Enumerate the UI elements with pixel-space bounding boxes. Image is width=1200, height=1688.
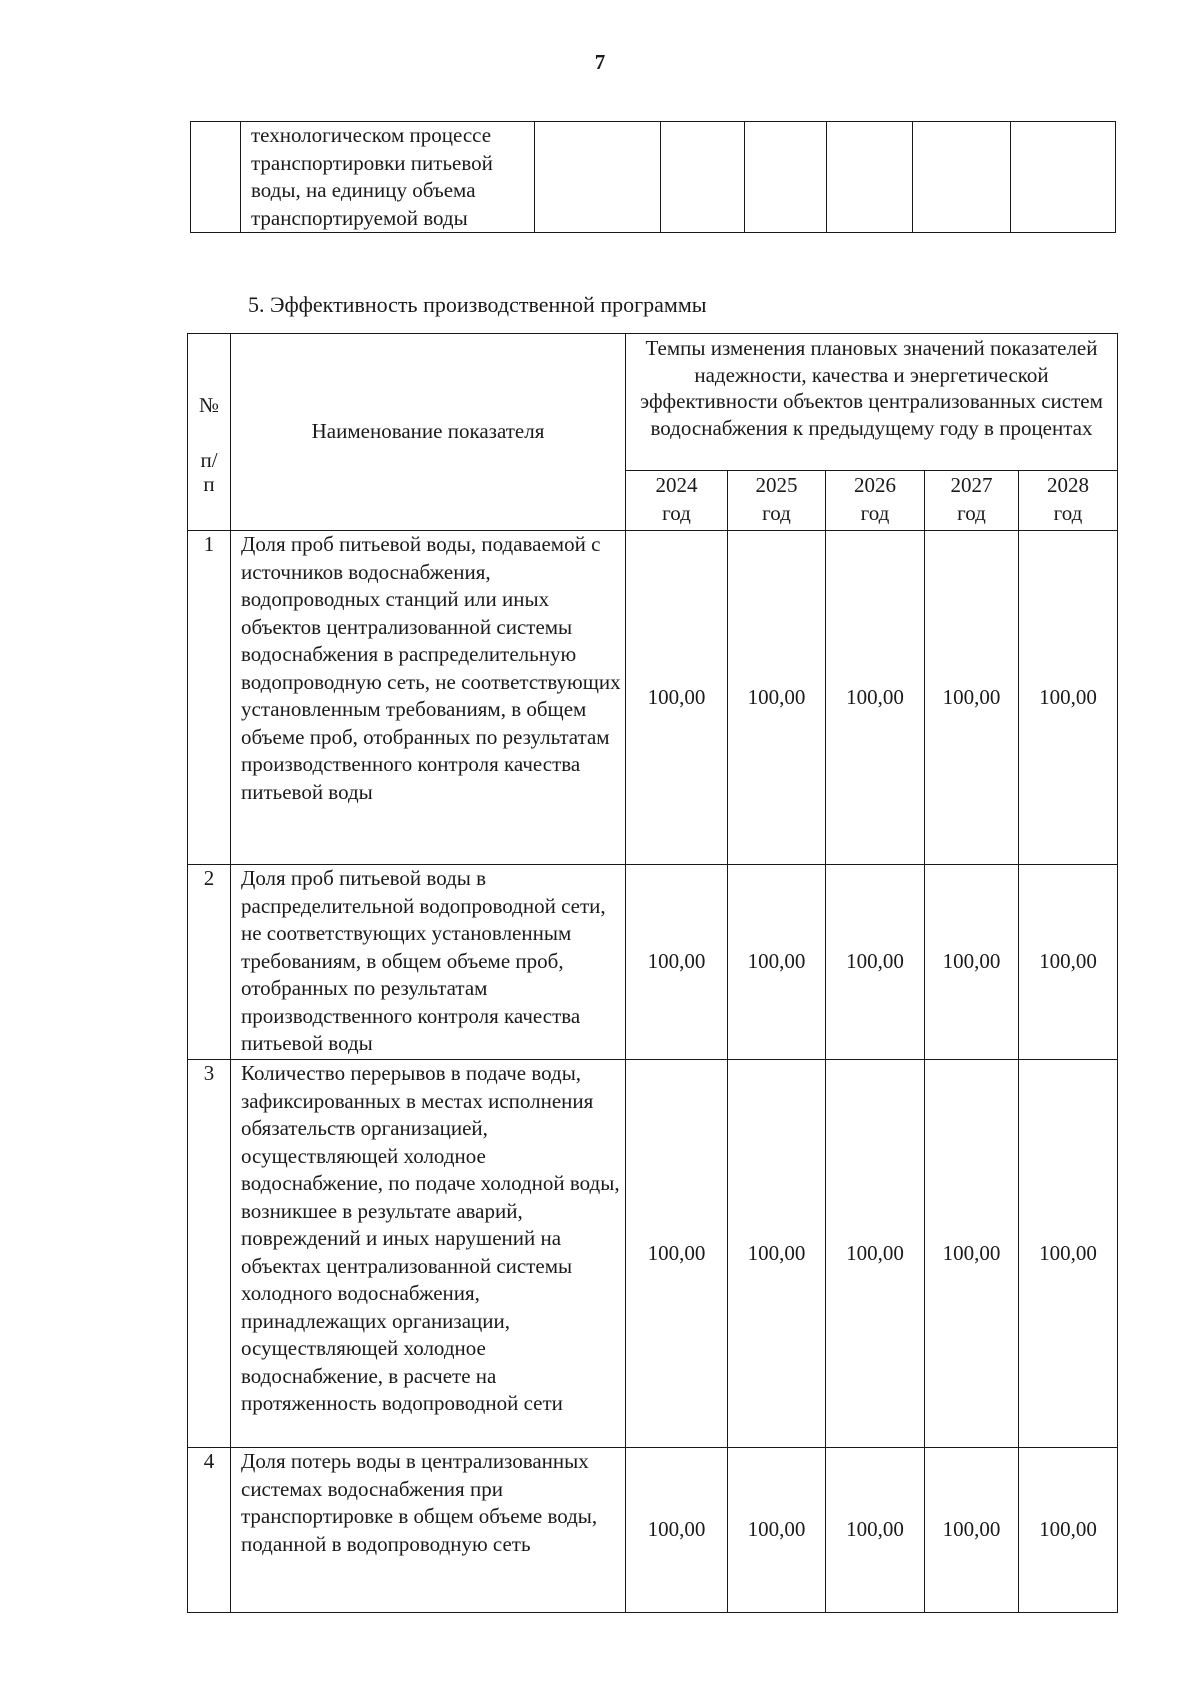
col-num-header — [188, 334, 231, 531]
value-cell: 100,00 — [925, 865, 1019, 1060]
year-label: 2027 — [950, 473, 993, 498]
row-number: 2 — [188, 865, 231, 1060]
value-cell: 100,00 — [1019, 1448, 1118, 1613]
value-cell: 100,00 — [728, 531, 826, 865]
value-cell: 100,00 — [925, 1060, 1019, 1448]
table-row — [188, 531, 1118, 865]
year-header-2025 — [728, 471, 826, 531]
row-number: 1 — [188, 531, 231, 865]
value-cell: 100,00 — [1019, 531, 1118, 865]
year-header-2024 — [626, 471, 728, 531]
table-cell — [661, 122, 745, 233]
table-cell — [827, 122, 913, 233]
continuation-row — [191, 122, 1116, 233]
year-header-2027 — [925, 471, 1019, 531]
value-cell: 100,00 — [728, 1060, 826, 1448]
table-cell — [745, 122, 827, 233]
group-header: Темпы изменения плановых значений показателей надежности, качества и энергетической эффективности объектов централизованных систем водоснабжения к предыдущему году в процентах — [626, 334, 1118, 471]
value-cell: 100,00 — [626, 865, 728, 1060]
col-num-header-line: п — [203, 472, 215, 496]
table-cell — [191, 122, 241, 233]
page-number: 7 — [594, 50, 606, 74]
year-header-2026 — [826, 471, 925, 531]
value-cell: 100,00 — [626, 531, 728, 865]
table-cell — [1011, 122, 1116, 233]
indicator-name: Доля проб питьевой воды, подаваемой с источников водоснабжения, водопроводных станций или иных объектов централизованной системы водоснабжения в распределительную водопроводную сеть, не соответствующих установленным требованиям, в общем объеме проб, отобранных по результатам производственного контроля качества питьевой воды — [231, 531, 626, 865]
table-row — [188, 1448, 1118, 1613]
row-number: 4 — [188, 1448, 231, 1613]
year-label: 2028 — [1047, 473, 1089, 498]
year-unit: год — [1053, 501, 1083, 526]
section-heading: 5. Эффективность производственной программы — [248, 292, 707, 317]
efficiency-table — [187, 333, 1118, 1613]
year-unit: год — [957, 501, 986, 526]
table-cell — [535, 122, 661, 233]
year-header-2028 — [1019, 471, 1118, 531]
row-number: 3 — [188, 1060, 231, 1448]
col-num-header-line: п/ — [200, 448, 218, 472]
col-name-header: Наименование показателя — [231, 334, 626, 531]
indicator-name: Количество перерывов в подаче воды, зафиксированных в местах исполнения обязательств организацией, осуществляющей холодное водоснабжение, по подаче холодной воды, возникшее в результате аварий, повреждений и иных нарушений на объектах централизованной системы холодного водоснабжения, принадлежащих организации, осуществляющей холодное водоснабжение, в расчете на протяженность водопроводной сети — [231, 1060, 626, 1448]
value-cell: 100,00 — [826, 531, 925, 865]
header-row — [188, 334, 1118, 471]
value-cell: 100,00 — [728, 865, 826, 1060]
year-label: 2026 — [854, 473, 896, 498]
value-cell: 100,00 — [925, 531, 1019, 865]
continuation-table — [190, 121, 1116, 233]
indicator-name: Доля потерь воды в централизованных системах водоснабжения при транспортировке в общем объеме воды, поданной в водопроводную сеть — [231, 1448, 626, 1613]
indicator-name-continued: технологическом процессе транспортировки питьевой воды, на единицу объема транспортируемой воды — [241, 122, 535, 233]
indicator-name: Доля проб питьевой воды в распределительной водопроводной сети, не соответствующих установленным требованиям, в общем объеме проб, отобранных по результатам производственного контроля качества питьевой воды — [231, 865, 626, 1060]
value-cell: 100,00 — [626, 1448, 728, 1613]
year-label: 2025 — [755, 473, 798, 498]
value-cell: 100,00 — [826, 865, 925, 1060]
value-cell: 100,00 — [1019, 865, 1118, 1060]
year-label: 2024 — [655, 473, 698, 498]
year-unit: год — [860, 501, 890, 526]
value-cell: 100,00 — [1019, 1060, 1118, 1448]
table-cell — [913, 122, 1011, 233]
value-cell: 100,00 — [925, 1448, 1019, 1613]
year-unit: год — [762, 501, 791, 526]
value-cell: 100,00 — [626, 1060, 728, 1448]
value-cell: 100,00 — [728, 1448, 826, 1613]
col-num-header-line: № — [198, 393, 220, 417]
table-row — [188, 1060, 1118, 1448]
table-row — [188, 865, 1118, 1060]
value-cell: 100,00 — [826, 1060, 925, 1448]
year-unit: год — [662, 501, 691, 526]
value-cell: 100,00 — [826, 1448, 925, 1613]
